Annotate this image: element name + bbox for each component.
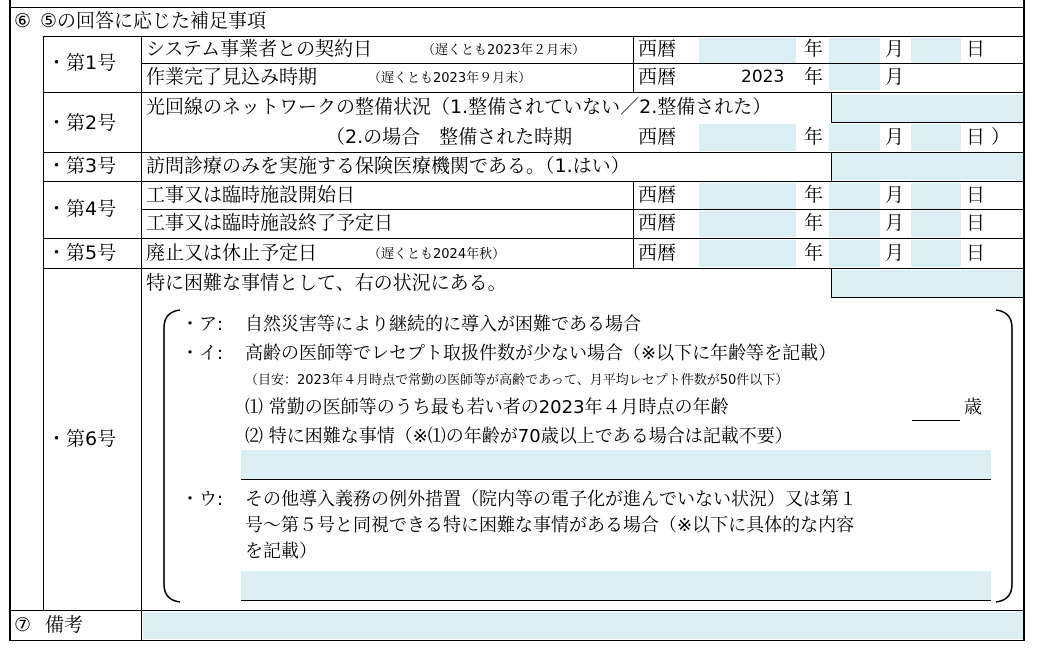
- day-unit: 日 ）: [966, 126, 1011, 148]
- month-unit: 月: [885, 184, 905, 206]
- era-label: 西暦: [638, 38, 677, 60]
- network-day-field[interactable]: [911, 124, 961, 151]
- closure-month-field[interactable]: [829, 240, 880, 267]
- month-unit: 月: [885, 38, 905, 60]
- item-label-no4: ・第4号: [47, 198, 117, 220]
- closure-note: （遅くとも2024年秋）: [368, 247, 506, 262]
- contract-date-note: （遅くとも2023年２月末）: [422, 43, 586, 58]
- item-label-no2: ・第2号: [47, 112, 117, 134]
- construction-end-month-field[interactable]: [829, 211, 880, 237]
- option-a-mark: ・ア:: [181, 314, 224, 335]
- era-label: 西暦: [638, 212, 677, 234]
- left-bracket: [158, 308, 182, 604]
- day-unit: 日: [966, 38, 986, 60]
- network-status-field[interactable]: [831, 95, 1023, 122]
- year-unit: 年: [804, 242, 824, 264]
- closure-year-field[interactable]: [699, 240, 796, 267]
- section7-number: ⑦: [14, 614, 32, 636]
- other-detail-field[interactable]: [241, 571, 991, 600]
- era-label: 西暦: [638, 242, 677, 264]
- section6-number: ⑥: [14, 10, 32, 32]
- contract-month-field[interactable]: [829, 38, 880, 63]
- no6-status-field[interactable]: [831, 270, 1023, 297]
- network-date-label: （2.の場合 整備された時期: [326, 126, 573, 148]
- construction-start-label: 工事又は臨時施設開始日: [146, 184, 356, 206]
- option-i-mark: ・イ:: [181, 343, 224, 364]
- option-u-line2: 号～第５号と同視できる特に困難な事情がある場合（※以下に具体的な内容: [245, 515, 855, 536]
- option-i-text: 高齢の医師等でレセプト取扱件数が少ない場合（※以下に年齢等を記載）: [245, 343, 837, 364]
- day-unit: 日: [966, 184, 986, 206]
- era-label: 西暦: [638, 126, 677, 148]
- contract-date-label: システム事業者との契約日: [146, 38, 373, 60]
- year-unit: 年: [804, 66, 824, 88]
- month-unit: 月: [885, 242, 905, 264]
- item-label-no5: ・第5号: [47, 242, 117, 264]
- closure-day-field[interactable]: [911, 240, 961, 267]
- item-label-no1: ・第1号: [47, 52, 117, 74]
- item-label-no3: ・第3号: [47, 155, 117, 177]
- visit-only-label: 訪問診療のみを実施する保険医療機関である。（1.はい）: [146, 155, 630, 177]
- construction-start-month-field[interactable]: [829, 183, 880, 209]
- year-unit: 年: [804, 126, 824, 148]
- era-label: 西暦: [638, 66, 677, 88]
- network-year-field[interactable]: [699, 124, 796, 151]
- no6-intro: 特に困難な事情として、右の状況にある。: [146, 272, 507, 294]
- remarks-field[interactable]: [143, 612, 1023, 639]
- completion-month-field[interactable]: [829, 64, 880, 90]
- construction-start-day-field[interactable]: [911, 183, 961, 209]
- option-i-guide: （目安：2023年４月時点で常勤の医師等が高齢であって、月平均レセプト件数が50件以下）: [245, 373, 789, 388]
- construction-end-year-field[interactable]: [699, 211, 796, 237]
- option-u-mark: ・ウ:: [181, 489, 224, 510]
- item-label-no6: ・第6号: [47, 428, 117, 450]
- construction-end-day-field[interactable]: [911, 211, 961, 237]
- era-label: 西暦: [638, 184, 677, 206]
- completion-note: （遅くとも2023年９月末）: [368, 71, 532, 86]
- closure-label: 廃止又は休止予定日: [146, 242, 318, 264]
- year-unit: 年: [804, 38, 824, 60]
- option-a-text: 自然災害等により継続的に導入が困難である場合: [245, 314, 641, 335]
- section7-title: 備考: [45, 614, 84, 636]
- contract-day-field[interactable]: [911, 38, 961, 63]
- difficulty-detail-field[interactable]: [241, 450, 991, 479]
- day-unit: 日: [966, 242, 986, 264]
- option-u-line1: その他導入義務の例外措置（院内等の電子化が進んでいない状況）又は第１: [245, 489, 857, 510]
- difficulty-question: ⑵ 特に困難な事情（※⑴の年齢が70歳以上である場合は記載不要）: [245, 426, 793, 447]
- option-u-line3: を記載）: [245, 541, 317, 562]
- year-unit: 年: [804, 212, 824, 234]
- right-bracket: [994, 308, 1018, 604]
- month-unit: 月: [885, 212, 905, 234]
- age-unit: 歳: [964, 397, 982, 418]
- completion-year-value[interactable]: 2023: [741, 67, 785, 87]
- network-status-label: 光回線のネットワークの整備状況（1.整備されていない／2.整備された）: [146, 96, 772, 118]
- completion-label: 作業完了見込み時期: [146, 66, 318, 88]
- month-unit: 月: [885, 126, 905, 148]
- contract-year-field[interactable]: [699, 38, 796, 63]
- age-question: ⑴ 常勤の医師等のうち最も若い者の2023年４月時点の年齢: [245, 397, 729, 418]
- network-month-field[interactable]: [829, 124, 880, 151]
- day-unit: 日: [966, 212, 986, 234]
- month-unit: 月: [885, 66, 905, 88]
- year-unit: 年: [804, 184, 824, 206]
- visit-only-field[interactable]: [831, 153, 1023, 180]
- construction-end-label: 工事又は臨時施設終了予定日: [146, 212, 394, 234]
- section6-title: ⑤の回答に応じた補足事項: [40, 10, 267, 32]
- construction-start-year-field[interactable]: [699, 183, 796, 209]
